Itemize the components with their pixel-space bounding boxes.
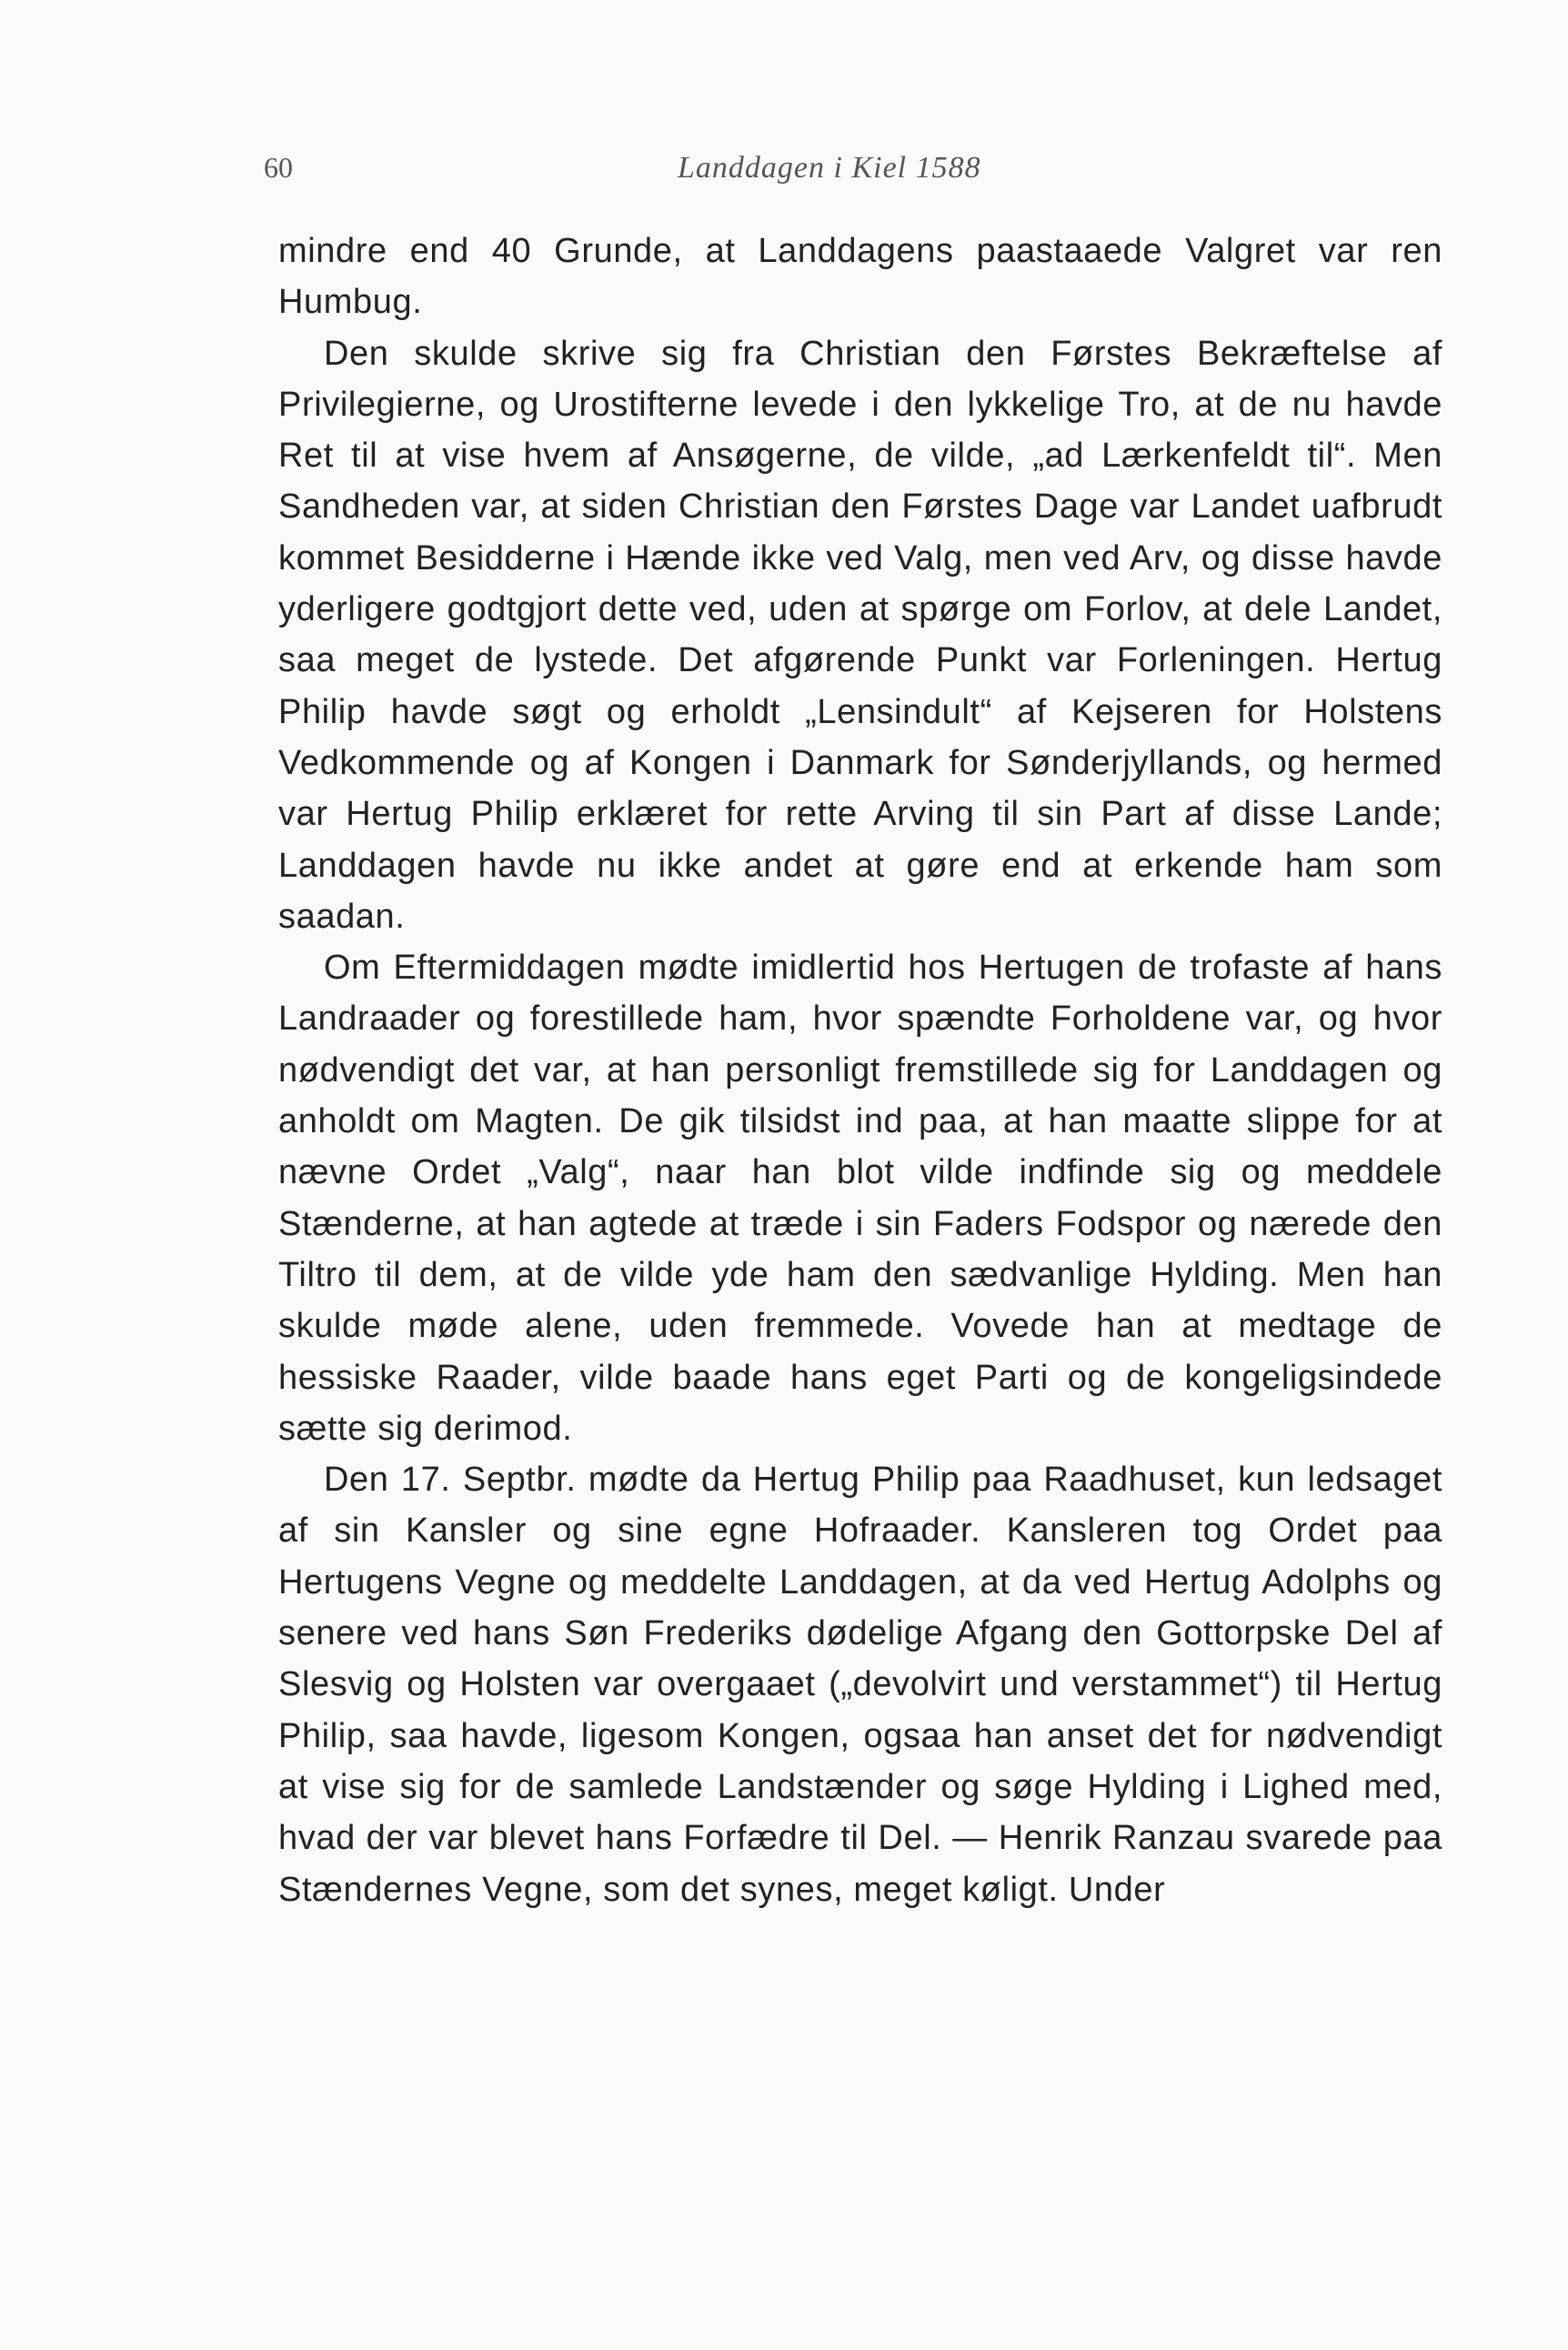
paragraph-2: Den skulde skrive sig fra Christian den Førstes Bekræftelse af Privilegierne, og Urostifterne levede i den lykkelige Tro, at de nu havde Ret til at vise hvem af Ansøgerne, de vilde, „ad Lærkenfeldt til“. Men Sandheden var, at siden Christian den Førstes Dage var Landet uafbrudt kommet Besidderne i Hænde ikke ved Valg, men ved Arv, og disse havde yderligere godtgjort dette ved, uden at spørge om Forlov, at dele Landet, saa meget de lystede. Det afgørende Punkt var Forleningen. Hertug Philip havde søgt og erholdt „Lensindult“ af Kejseren for Holstens Vedkommende og af Kongen i Danmark for Sønderjyllands, og hermed var Hertug Philip erklæret for rette Arving til sin Part af disse Lande; Landdagen havde nu ikke andet at gøre end at erkende ham som saadan. (278, 334, 1442, 936)
body-text (278, 226, 1442, 1915)
page-number: 60 (264, 151, 293, 184)
paragraph-1: mindre end 40 Grunde, at Landdagens paastaaede Valgret var ren Humbug. (278, 232, 1442, 322)
running-title: Landdagen i Kiel 1588 (678, 151, 981, 185)
running-head (264, 151, 1055, 196)
paragraph-3: Om Eftermiddagen mødte imidlertid hos Hertugen de trofaste af hans Landraader og forestillede ham, hvor spændte Forholdene var, og hvor nødvendigt det var, at han personligt fremstillede sig for Landdagen og anholdt om Magten. De gik tilsidst ind paa, at han maatte slippe for at nævne Ordet „Valg“, naar han blot vilde indfinde sig og meddele Stænderne, at han agtede at træde i sin Faders Fodspor og nærede den Tiltro til dem, at de vilde yde ham den sædvanlige Hylding. Men han skulde møde alene, uden fremmede. Vovede han at medtage de hessiske Raader, vilde baade hans eget Parti og de kongeligsindede sætte sig derimod. (278, 949, 1442, 1448)
paragraph-4: Den 17. Septbr. mødte da Hertug Philip paa Raadhuset, kun ledsaget af sin Kansler og sine egne Hofraader. Kansleren tog Ordet paa Hertugens Vegne og meddelte Landdagen, at da ved Hertug Adolphs og senere ved hans Søn Frederiks dødelige Afgang den Gottorpske Del af Slesvig og Holsten var overgaaet („devolvirt und verstammet“) til Hertug Philip, saa havde, ligesom Kongen, ogsaa han anset det for nødvendigt at vise sig for de samlede Landstænder og søge Hylding i Lighed med, hvad der var blevet hans Forfædre til Del. — Henrik Ranzau svarede paa Stændernes Vegne, som det synes, meget køligt. Under (278, 1461, 1442, 1909)
